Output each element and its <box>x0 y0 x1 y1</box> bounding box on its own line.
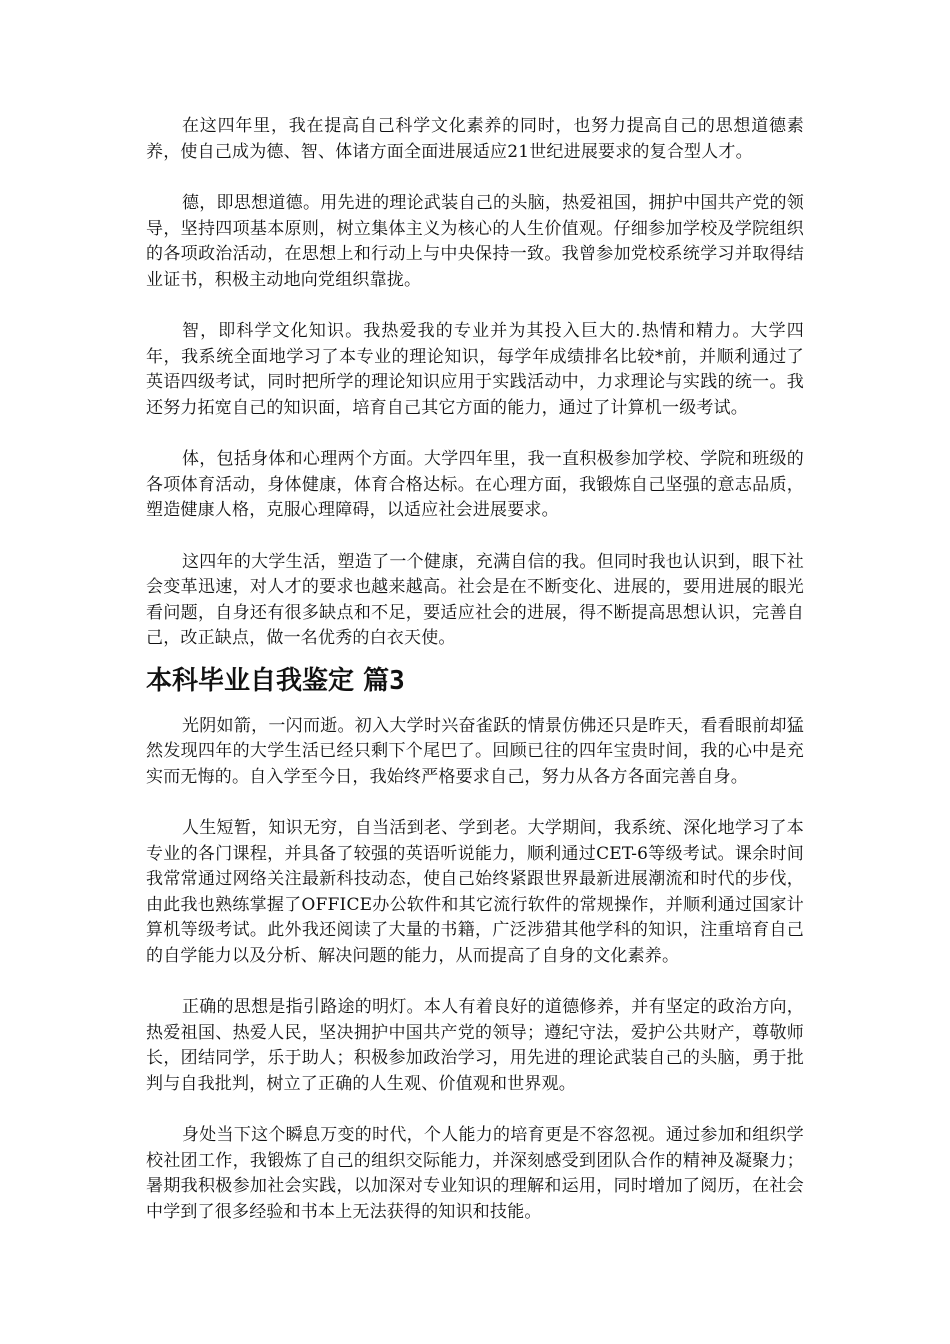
heading-number: 篇3 <box>363 665 405 696</box>
paragraph-conclusion: 这四年的大学生活，塑造了一个健康，充满自信的我。但同时我也认识到，眼下社会变革迅速，对人才的要求也越来越高。社会是在不断变化、进展的，要用进展的眼光看问题，自身还有很多缺点和不足，要适应社会的进展，得不断提高思想认识，完善自己，改正缺点，做一名优秀的白衣天使。 <box>146 551 804 648</box>
section-self-assessment-continued <box>146 114 804 652</box>
heading-title: 本科毕业自我鉴定 <box>146 665 355 696</box>
paragraph-ideology: 正确的思想是指引路途的明灯。本人有着良好的道德修养，并有坚定的政治方向，热爱祖国、热爱人民，坚决拥护中国共产党的领导；遵纪守法，爱护公共财产，尊敬师长，团结同学，乐于助人；积极参加政治学习，用先进的理论武装自己的头脑，勇于批判与自我批判，树立了正确的人生观、价值观和世界观。 <box>146 997 804 1094</box>
section-heading <box>146 664 804 698</box>
paragraph-intellect: 智，即科学文化知识。我热爱我的专业并为其投入巨大的.热情和精力。大学四年，我系统全面地学习了本专业的理论知识，每学年成绩排名比较*前，并顺利通过了英语四级考试，同时把所学的理论知识应用于实践活动中，力求理论与实践的统一。我还努力拓宽自己的知识面，培育自己其它方面的能力，通过了计算机一级考试。 <box>146 321 804 418</box>
paragraph-time-passes: 光阴如箭，一闪而逝。初入大学时兴奋雀跃的情景仿佛还只是昨天，看看眼前却猛然发现四年的大学生活已经只剩下个尾巴了。回顾已往的四年宝贵时间，我的心中是充实而无悔的。自入学至今日，我始终严格要求自己，努力从各方各面完善自身。 <box>146 715 804 787</box>
paragraph-morality: 德，即思想道德。用先进的理论武装自己的头脑，热爱祖国，拥护中国共产党的领导，坚持四项基本原则，树立集体主义为核心的人生价值观。仔细参加学校及学院组织的各项政治活动，在思想上和行动上与中央保持一致。我曾参加党校系统学习并取得结业证书，积极主动地向党组织靠拢。 <box>146 193 804 290</box>
document-page <box>146 114 804 1225</box>
paragraph-abilities: 身处当下这个瞬息万变的时代，个人能力的培育更是不容忽视。通过参加和组织学校社团工作，我锻炼了自己的组织交际能力，并深刻感受到团队合作的精神及凝聚力；暑期我积极参加社会实践，以加深对专业知识的理解和运用，同时增加了阅历，在社会中学到了很多经验和书本上无法获得的知识和技能。 <box>146 1125 804 1222</box>
paragraph-overview: 在这四年里，我在提高自己科学文化素养的同时，也努力提高自己的思想道德素养，使自己成为德、智、体诸方面全面进展适应21世纪进展要求的复合型人才。 <box>146 116 804 162</box>
section-article-3 <box>146 714 804 1226</box>
paragraph-learning: 人生短暂，知识无穷，自当活到老、学到老。大学期间，我系统、深化地学习了本专业的各门课程，并具备了较强的英语听说能力，顺利通过CET-6等级考试。课余时间我常常通过网络关注最新科技动态，使自己始终紧跟世界最新进展潮流和时代的步伐，由此我也熟练掌握了OFFICE办公软件和其它流行软件的常规操作，并顺利通过国家计算机等级考试。此外我还阅读了大量的书籍，广泛涉猎其他学科的知识，注重培育自己的自学能力以及分析、解决问题的能力，从而提高了自身的文化素养。 <box>146 818 804 966</box>
paragraph-physique: 体，包括身体和心理两个方面。大学四年里，我一直积极参加学校、学院和班级的各项体育活动，身体健康，体育合格达标。在心理方面，我锻炼自己坚强的意志品质，塑造健康人格，克服心理障碍，以适应社会进展要求。 <box>146 449 804 520</box>
